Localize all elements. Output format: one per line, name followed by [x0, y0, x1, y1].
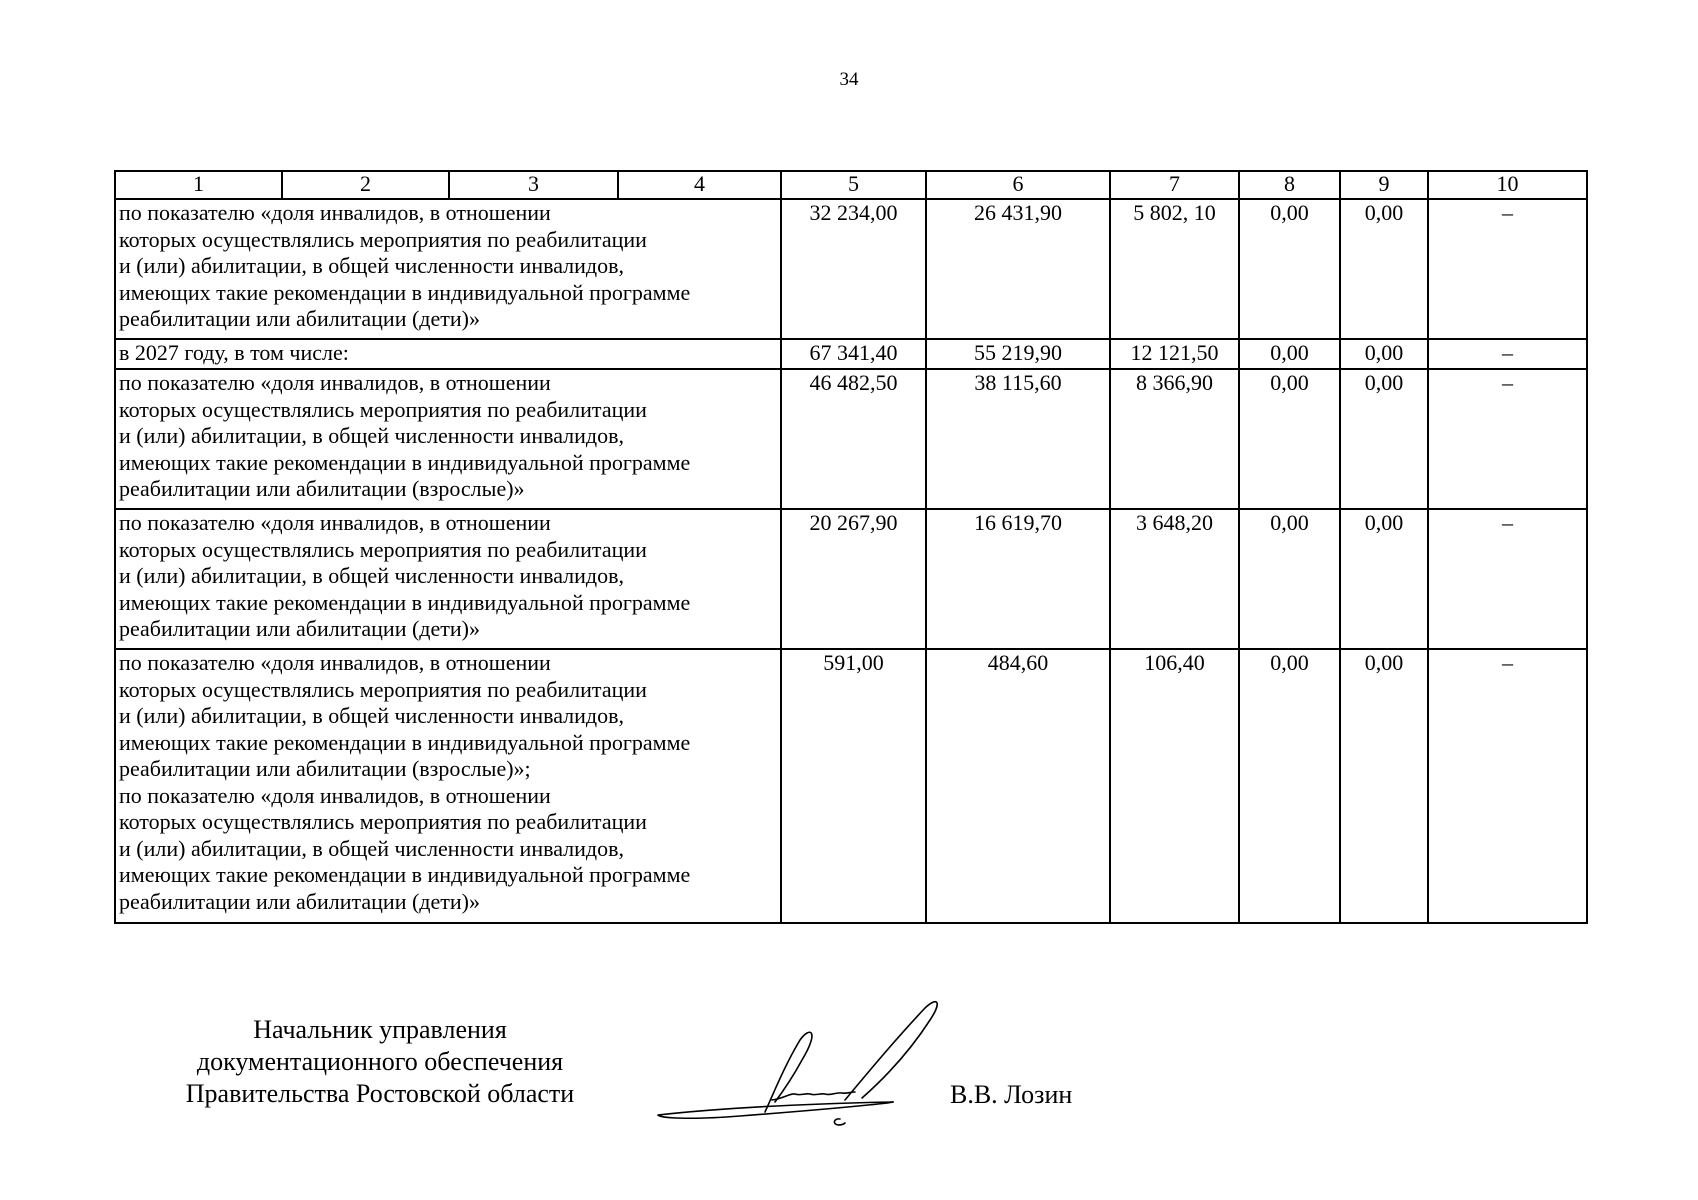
column-header: 5 — [781, 171, 926, 199]
row-value-col-10: – — [1428, 509, 1587, 649]
row-value-col-7: 3 648,20 — [1110, 509, 1239, 649]
row-value-col-7: 106,40 — [1110, 649, 1239, 923]
table-row — [115, 339, 1587, 369]
table-body — [115, 171, 1587, 923]
row-value-col-9: 0,00 — [1340, 339, 1428, 369]
row-value-col-10: – — [1428, 199, 1587, 339]
handwritten-signature — [650, 990, 980, 1130]
row-value-col-9: 0,00 — [1340, 649, 1428, 923]
column-header: 2 — [282, 171, 449, 199]
column-header: 7 — [1110, 171, 1239, 199]
row-value-col-6: 38 115,60 — [926, 369, 1110, 509]
column-number-row — [115, 171, 1587, 199]
row-value-col-8: 0,00 — [1239, 199, 1340, 339]
row-value-col-8: 0,00 — [1239, 369, 1340, 509]
row-value-col-6: 26 431,90 — [926, 199, 1110, 339]
row-description: по показателю «доля инвалидов, в отношении которых осуществлялись мероприятия по реабилитации и (или) абилитации, в общей численности инвалидов, имеющих такие рекомендации в индивидуальной программе реабилитации или абилитации (дети)» — [115, 199, 781, 339]
row-value-col-5: 46 482,50 — [781, 369, 926, 509]
column-header: 4 — [618, 171, 781, 199]
row-value-col-6: 484,60 — [926, 649, 1110, 923]
row-value-col-7: 12 121,50 — [1110, 339, 1239, 369]
column-header: 3 — [449, 171, 618, 199]
row-value-col-5: 591,00 — [781, 649, 926, 923]
table-row — [115, 369, 1587, 509]
table-row — [115, 509, 1587, 649]
row-value-col-10: – — [1428, 369, 1587, 509]
row-value-col-5: 67 341,40 — [781, 339, 926, 369]
row-value-col-9: 0,00 — [1340, 369, 1428, 509]
signatory-position — [110, 1014, 650, 1110]
row-value-col-8: 0,00 — [1239, 339, 1340, 369]
column-header: 6 — [926, 171, 1110, 199]
table-row — [115, 649, 1587, 923]
row-value-col-7: 5 802, 10 — [1110, 199, 1239, 339]
table-row — [115, 199, 1587, 339]
row-value-col-6: 16 619,70 — [926, 509, 1110, 649]
row-description: по показателю «доля инвалидов, в отношении которых осуществлялись мероприятия по реабилитации и (или) абилитации, в общей численности инвалидов, имеющих такие рекомендации в индивидуальной программе реабилитации или абилитации (взрослые)» — [115, 369, 781, 509]
row-value-col-9: 0,00 — [1340, 199, 1428, 339]
row-description: в 2027 году, в том числе: — [115, 339, 781, 369]
column-header: 9 — [1340, 171, 1428, 199]
signatory-position-line: Правительства Ростовской области — [185, 1079, 575, 1108]
column-header: 10 — [1428, 171, 1587, 199]
row-value-col-6: 55 219,90 — [926, 339, 1110, 369]
row-description: по показателю «доля инвалидов, в отношении которых осуществлялись мероприятия по реабилитации и (или) абилитации, в общей численности инвалидов, имеющих такие рекомендации в индивидуальной программе реабилитации или абилитации (взрослые)»; по показателю «доля инвалидов, в отношении которых осуществлялись мероприятия по реабилитации и (или) абилитации, в общей численности инвалидов, имеющих такие рекомендации в индивидуальной программе реабилитации или абилитации (дети)» — [115, 649, 781, 923]
signatory-position-line: Начальник управления — [253, 1015, 507, 1044]
page-number: 34 — [839, 69, 859, 90]
column-header: 1 — [115, 171, 282, 199]
signatory-position-line: документационного обеспечения — [196, 1047, 564, 1076]
row-value-col-8: 0,00 — [1239, 509, 1340, 649]
row-value-col-7: 8 366,90 — [1110, 369, 1239, 509]
column-header: 8 — [1239, 171, 1340, 199]
row-description: по показателю «доля инвалидов, в отношении которых осуществлялись мероприятия по реабилитации и (или) абилитации, в общей численности инвалидов, имеющих такие рекомендации в индивидуальной программе реабилитации или абилитации (дети)» — [115, 509, 781, 649]
row-value-col-9: 0,00 — [1340, 509, 1428, 649]
row-value-col-10: – — [1428, 649, 1587, 923]
budget-table — [114, 170, 1588, 924]
row-value-col-8: 0,00 — [1239, 649, 1340, 923]
signer-name: В.В. Лозин — [950, 1080, 1073, 1109]
row-value-col-10: – — [1428, 339, 1587, 369]
row-value-col-5: 20 267,90 — [781, 509, 926, 649]
row-value-col-5: 32 234,00 — [781, 199, 926, 339]
